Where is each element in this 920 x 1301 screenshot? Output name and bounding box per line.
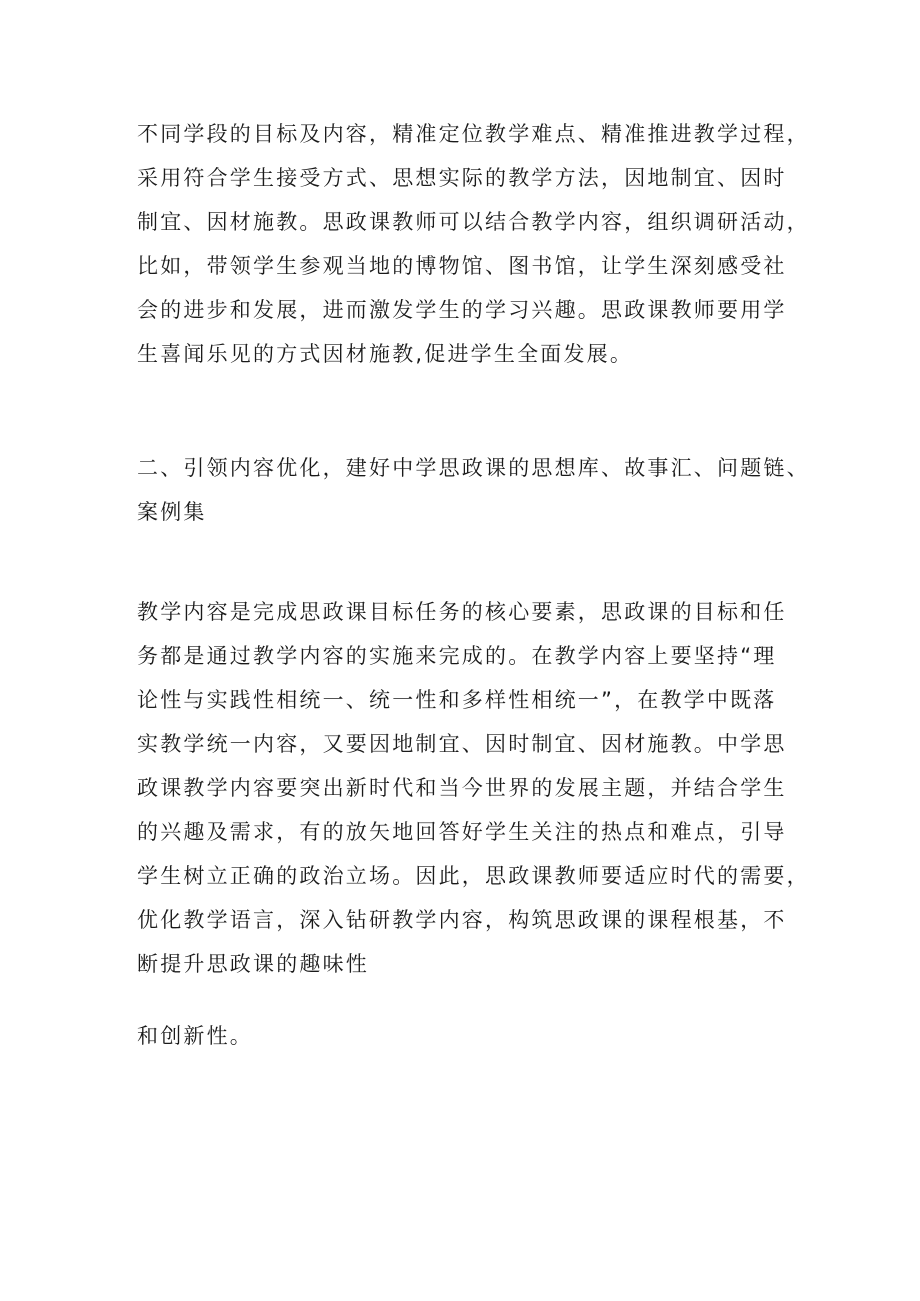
paragraph-teaching-content [137, 590, 810, 986]
text-line: 务都是通过教学内容的实施来完成的。在教学内容上要坚持“理 [137, 644, 777, 668]
text-line: 比如，带领学生参观当地的博物馆、图书馆，让学生深刻感受社 [137, 254, 787, 278]
heading-line: 案例集 [137, 500, 207, 524]
heading-line: 二、引领内容优化，建好中学思政课的思想库、故事汇、问题链、 [137, 456, 810, 480]
paragraph-teaching-methods [137, 112, 810, 376]
text-line: 和创新性。 [137, 1024, 253, 1048]
text-line: 制宜、因材施教。思政课教师可以结合教学内容，组织调研活动， [137, 210, 810, 234]
text-line: 优化教学语言，深入钻研教学内容，构筑思政课的课程根基，不 [137, 908, 787, 932]
text-line: 政课教学内容要突出新时代和当今世界的发展主题，并结合学生 [137, 776, 787, 800]
text-line: 论性与实践性相统一、统一性和多样性相统一”，在教学中既落 [137, 688, 777, 712]
text-line: 教学内容是完成思政课目标任务的核心要素，思政课的目标和任 [137, 600, 787, 624]
paragraph-continuation [137, 1014, 797, 1058]
text-line: 不同学段的目标及内容，精准定位教学难点、精准推进教学过程， [137, 122, 810, 146]
text-line: 会的进步和发展，进而激发学生的学习兴趣。思政课教师要用学 [137, 298, 787, 322]
text-line: 的兴趣及需求，有的放矢地回答好学生关注的热点和难点，引导 [137, 820, 787, 844]
text-line: 采用符合学生接受方式、思想实际的教学方法，因地制宜、因时 [137, 166, 787, 190]
text-line: 实教学统一内容，又要因地制宜、因时制宜、因材施教。中学思 [137, 732, 787, 756]
text-line: 学生树立正确的政治立场。因此，思政课教师要适应时代的需要， [137, 864, 810, 888]
text-line: 断提升思政课的趣味性 [137, 952, 369, 976]
section-heading [137, 446, 810, 534]
text-line: 生喜闻乐见的方式因材施教,促进学生全面发展。 [137, 342, 634, 366]
